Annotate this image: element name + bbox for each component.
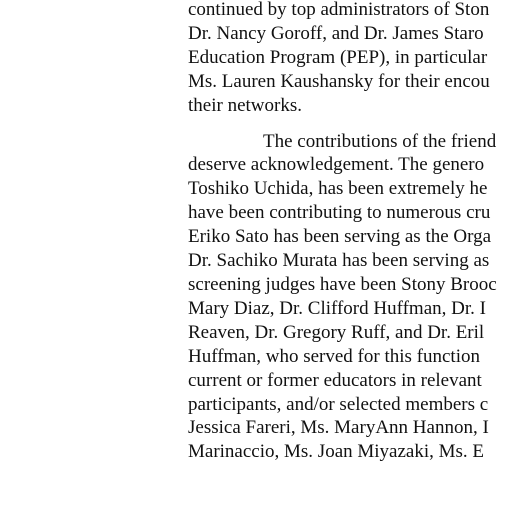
- paragraph-1: [188, 0, 512, 118]
- paragraph-2: [188, 130, 512, 465]
- paragraph-2-line: Jessica Fareri, Ms. MaryAnn Hannon, I: [188, 417, 489, 439]
- paragraph-2-line: deserve acknowledgement. The genero: [188, 154, 485, 176]
- paragraph-1-line: Dr. Nancy Goroff, and Dr. James Staro: [188, 22, 484, 44]
- paragraph-1-line: their networks.: [188, 94, 302, 116]
- paragraph-2-line: Marinaccio, Ms. Joan Miyazaki, Ms. E: [188, 441, 485, 463]
- paragraph-2-line: have been contributing to numerous cru: [188, 202, 491, 224]
- paragraph-2-line: Dr. Sachiko Murata has been serving as: [188, 250, 490, 272]
- paragraph-2-line: participants, and/or selected members c: [188, 393, 489, 415]
- paragraph-2-line: Huffman, who served for this function: [188, 345, 480, 367]
- paragraph-1-line: continued by top administrators of Ston: [188, 0, 490, 20]
- paragraph-2-line: Reaven, Dr. Gregory Ruff, and Dr. Eril: [188, 321, 485, 343]
- document-text-block: [188, 0, 512, 464]
- paragraph-2-first-line: The contributions of the friend: [263, 130, 497, 152]
- paragraph-1-line: Education Program (PEP), in particular: [188, 46, 488, 68]
- paragraph-spacer: [188, 118, 512, 130]
- paragraph-2-line: Eriko Sato has been serving as the Orga: [188, 226, 492, 248]
- paragraph-2-line: current or former educators in relevant: [188, 369, 482, 391]
- paragraph-2-line: Toshiko Uchida, has been extremely he: [188, 178, 488, 200]
- paragraph-1-line: Ms. Lauren Kaushansky for their encou: [188, 70, 490, 92]
- paragraph-2-line: screening judges have been Stony Brooc: [188, 273, 497, 295]
- paragraph-2-line: Mary Diaz, Dr. Clifford Huffman, Dr. I: [188, 297, 486, 319]
